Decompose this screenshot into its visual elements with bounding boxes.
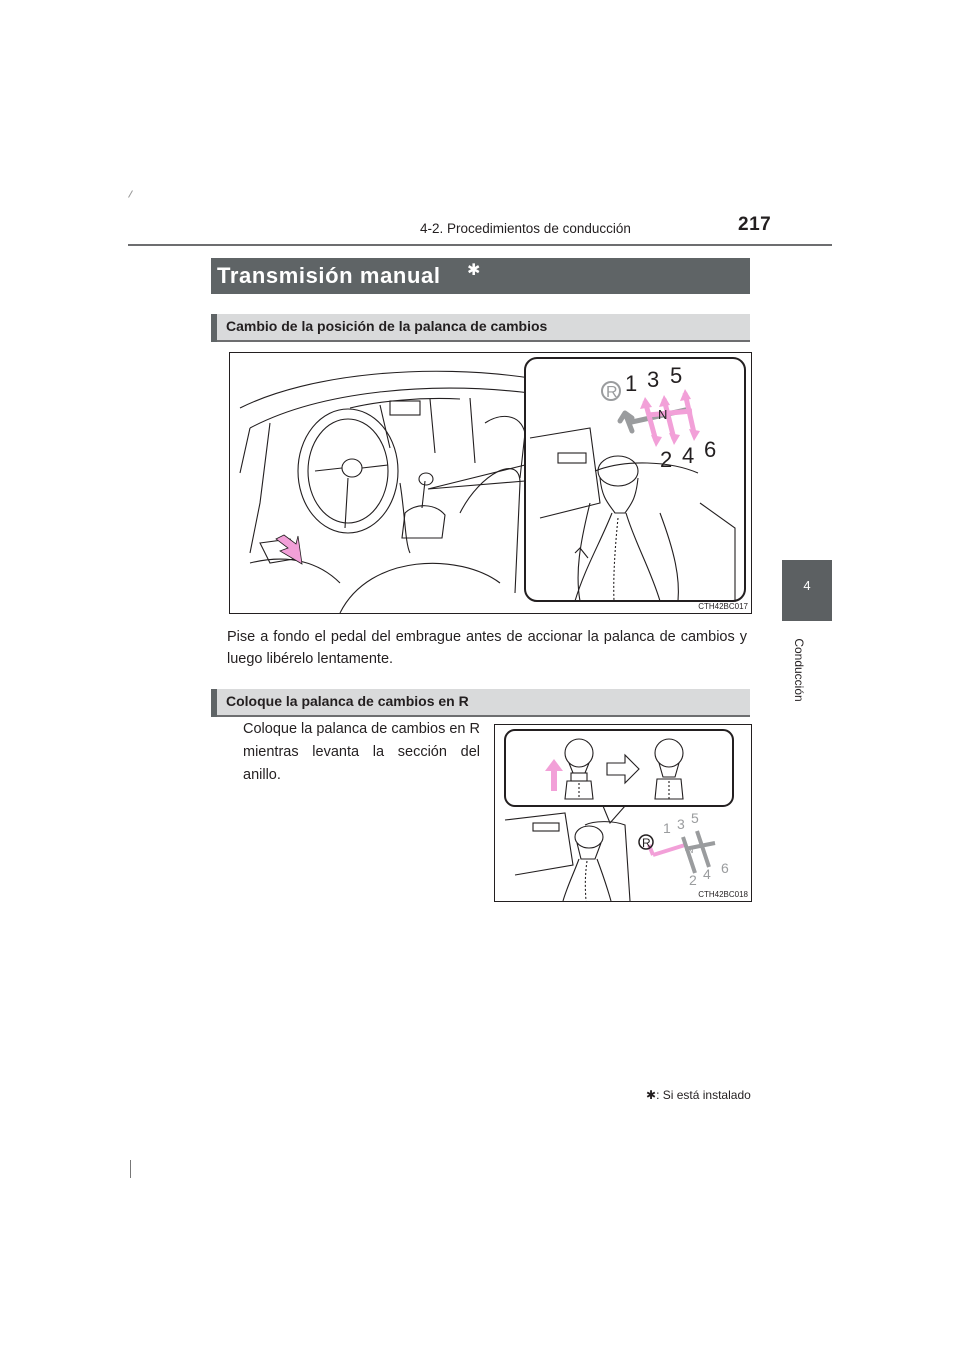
page-number: 217 xyxy=(738,214,772,235)
header-rule xyxy=(128,244,832,246)
gear-label-n: N xyxy=(687,845,694,855)
crop-mark xyxy=(130,1160,131,1178)
gear-label-1: 1 xyxy=(663,820,671,836)
figure-shift-pattern xyxy=(229,352,752,614)
gear-label-3: 3 xyxy=(677,816,685,832)
footnote xyxy=(646,1088,751,1102)
section-heading-shift xyxy=(211,314,750,342)
chapter-number: 4 xyxy=(803,578,811,593)
gear-label-5: 5 xyxy=(670,363,683,388)
section-heading-reverse xyxy=(211,689,750,717)
gear-label-6: 6 xyxy=(721,860,729,876)
gear-label-1: 1 xyxy=(625,371,638,396)
gear-label-n: N xyxy=(658,407,668,422)
page-title: Transmisión manual xyxy=(217,263,441,288)
crop-mark xyxy=(128,190,133,197)
reverse-illustration xyxy=(495,725,751,901)
optional-equipment-mark: ✱ xyxy=(646,1088,657,1102)
section-heading-text: Coloque la palanca de cambios en R xyxy=(226,693,469,709)
figure-code: CTH42BC017 xyxy=(698,602,748,611)
optional-equipment-mark: ✱ xyxy=(467,262,481,279)
body-text-reverse: Coloque la palanca de cambios en R mientras levanta la sección del anillo. xyxy=(243,721,480,783)
gear-label-2: 2 xyxy=(689,872,697,888)
cockpit-illustration xyxy=(230,353,751,613)
chapter-label: Conducción xyxy=(792,638,806,702)
body-text-clutch: Pise a fondo el pedal del embrague antes de accionar la palanca de cambios y luego libérelo lentamente. xyxy=(227,629,747,667)
gear-label-6: 6 xyxy=(704,437,717,462)
page-title-bar xyxy=(211,258,750,294)
gear-label-4: 4 xyxy=(682,443,695,468)
figure-code: CTH42BC018 xyxy=(698,890,748,899)
gear-label-2: 2 xyxy=(660,447,673,472)
section-header: 4-2. Procedimientos de conducción xyxy=(420,221,631,236)
gear-label-5: 5 xyxy=(691,810,699,826)
footnote-text: : Si está instalado xyxy=(656,1088,751,1102)
gear-label-4: 4 xyxy=(703,866,711,882)
section-heading-text: Cambio de la posición de la palanca de cambios xyxy=(226,318,548,334)
figure-reverse-shift xyxy=(494,724,752,902)
gear-label-r: R xyxy=(642,836,651,850)
gear-label-3: 3 xyxy=(647,367,660,392)
gear-label-r: R xyxy=(606,384,618,401)
